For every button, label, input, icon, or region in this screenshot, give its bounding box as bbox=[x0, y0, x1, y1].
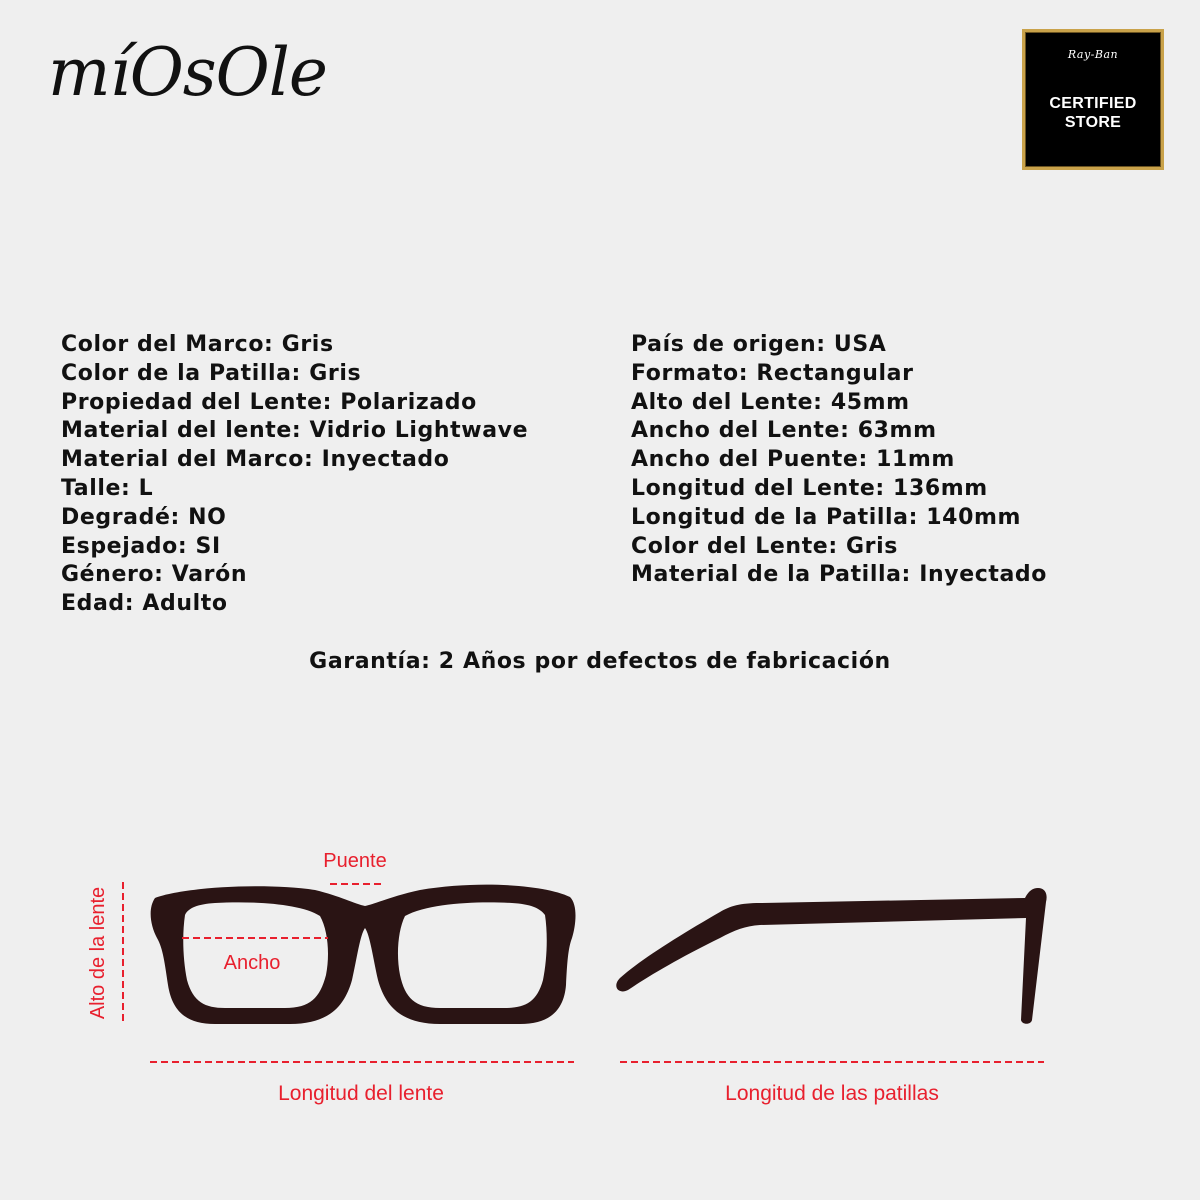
spec-lens-length: Longitud del Lente: 136mm bbox=[631, 475, 988, 501]
front-frame-icon bbox=[151, 885, 576, 1024]
badge-line-1: CERTIFIED bbox=[1049, 95, 1137, 112]
spec-gender: Género: Varón bbox=[61, 562, 248, 588]
spec-temple-material: Material de la Patilla: Inyectado bbox=[631, 562, 1047, 588]
spec-temple-length: Longitud de la Patilla: 140mm bbox=[631, 504, 1022, 530]
height-label: Alto de la lente bbox=[87, 886, 109, 1020]
width-label: Ancho bbox=[223, 952, 281, 974]
brand-logo: míOsOle bbox=[48, 34, 327, 111]
spec-country: País de origen: USA bbox=[631, 332, 887, 357]
badge-line-2: STORE bbox=[1064, 114, 1122, 131]
spec-lens-color: Color del Lente: Gris bbox=[631, 533, 898, 559]
temple-length-label: Longitud de las patillas bbox=[725, 1082, 939, 1105]
spec-frame-color: Color del Marco: Gris bbox=[61, 332, 334, 357]
lens-length-label: Longitud del lente bbox=[278, 1082, 444, 1105]
spec-size: Talle: L bbox=[61, 475, 154, 501]
spec-temple-color: Color de la Patilla: Gris bbox=[61, 360, 362, 386]
temple-side-icon bbox=[616, 888, 1046, 1024]
spec-lens-property: Propiedad del Lente: Polarizado bbox=[61, 389, 477, 415]
spec-gradient: Degradé: NO bbox=[61, 504, 227, 530]
spec-lens-width: Ancho del Lente: 63mm bbox=[631, 418, 937, 444]
spec-lens-material: Material del lente: Vidrio Lightwave bbox=[61, 418, 529, 444]
spec-format: Formato: Rectangular bbox=[631, 360, 914, 386]
spec-bridge-width: Ancho del Puente: 11mm bbox=[631, 447, 955, 473]
spec-frame-material: Material del Marco: Inyectado bbox=[61, 447, 450, 473]
spec-mirrored: Espejado: SI bbox=[61, 533, 221, 559]
spec-age: Edad: Adulto bbox=[61, 591, 228, 617]
warranty-text: Garantía: 2 Años por defectos de fabricación bbox=[309, 649, 891, 674]
spec-lens-height: Alto del Lente: 45mm bbox=[631, 389, 910, 415]
bridge-label: Puente bbox=[323, 850, 387, 872]
rayban-script-logo: Ray-Ban bbox=[1067, 48, 1119, 61]
